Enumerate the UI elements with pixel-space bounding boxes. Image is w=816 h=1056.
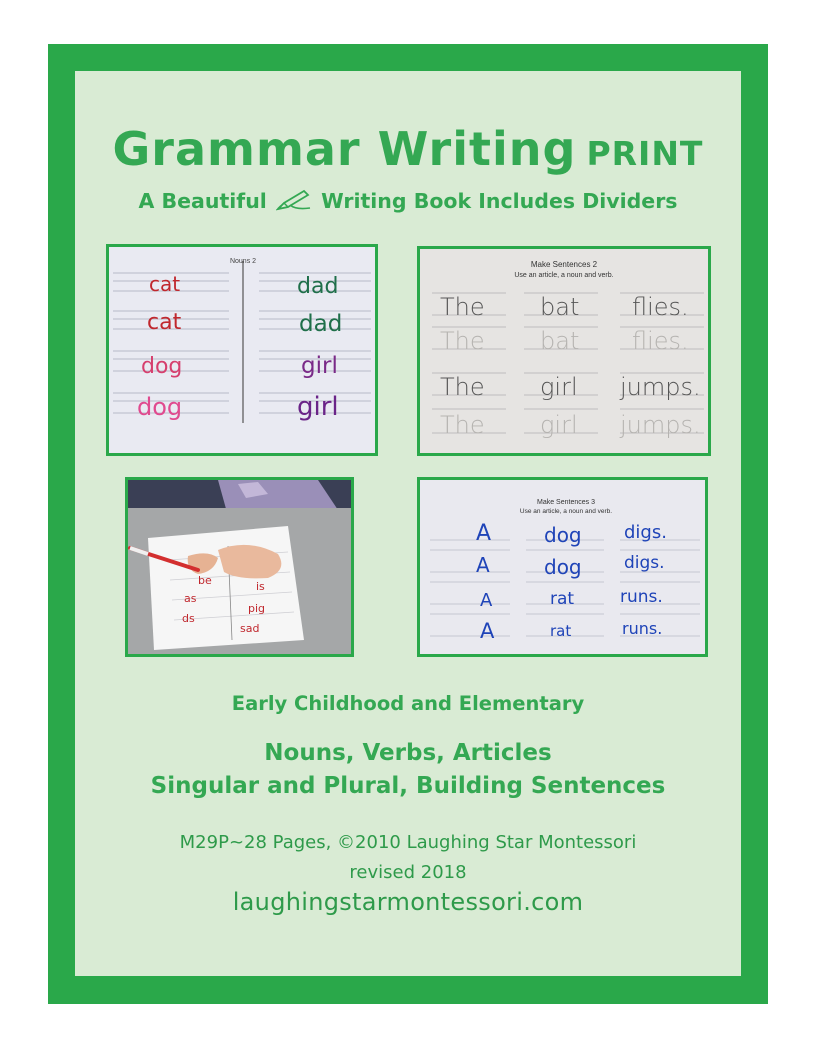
child-writing-image bbox=[128, 480, 351, 654]
noun-right-2: dad bbox=[299, 311, 343, 337]
photo-child-writing bbox=[125, 477, 354, 657]
s3-row3-verb: runs. bbox=[620, 587, 663, 607]
noun-left-4: dog bbox=[137, 393, 183, 421]
subtitle-before: A Beautiful bbox=[138, 189, 267, 213]
sentences2-worksheet-image bbox=[420, 249, 708, 453]
child-word-1: be bbox=[198, 574, 212, 587]
s3-row2-verb: digs. bbox=[624, 553, 665, 573]
sentences3-instruction: Use an article, a noun and verb. bbox=[519, 508, 613, 515]
topics-line-1: Nouns, Verbs, Articles bbox=[264, 740, 552, 766]
noun-left-3: dog bbox=[141, 354, 183, 379]
website-link[interactable]: laughingstarmontessori.com bbox=[232, 888, 584, 916]
noun-right-1: dad bbox=[297, 274, 339, 299]
sentences2-heading: Make Sentences 2 bbox=[530, 260, 598, 269]
photo-nouns-worksheet bbox=[106, 244, 378, 456]
nouns-worksheet-image bbox=[109, 247, 375, 453]
sentences3-worksheet-image bbox=[420, 480, 705, 654]
cover-title bbox=[75, 122, 741, 176]
s3-row4-verb: runs. bbox=[622, 619, 663, 638]
nouns-heading: Nouns 2 bbox=[229, 258, 257, 265]
sentences3-heading: Make Sentences 3 bbox=[537, 499, 595, 506]
s3-row1-verb: digs. bbox=[624, 522, 667, 543]
sentences2-instruction: Use an article, a noun and verb. bbox=[514, 272, 614, 279]
product-code-text: M29P~28 Pages, ©2010 Laughing Star Montessori bbox=[179, 832, 637, 853]
s2-row2-noun: bat bbox=[540, 327, 580, 355]
s3-row2-article: A bbox=[476, 553, 490, 577]
noun-left-2: cat bbox=[147, 310, 182, 335]
s2-row4-article: The bbox=[440, 411, 485, 439]
noun-right-3: girl bbox=[301, 353, 338, 379]
s3-row2-noun: dog bbox=[544, 555, 582, 579]
photo-sentences2-worksheet bbox=[417, 246, 711, 456]
audience-text: Early Childhood and Elementary bbox=[231, 692, 585, 715]
child-word-3: as bbox=[184, 592, 197, 605]
s3-row3-article: A bbox=[480, 590, 493, 611]
pencil-writing-icon bbox=[276, 189, 312, 211]
photo-sentences3-worksheet bbox=[417, 477, 708, 657]
title-print-label: PRINT bbox=[586, 134, 704, 173]
s2-row4-noun: girl bbox=[540, 411, 578, 439]
topics-line-2: Singular and Plural, Building Sentences bbox=[150, 773, 666, 799]
s2-row1-noun: bat bbox=[540, 293, 580, 321]
subtitle-after: Writing Book Includes Dividers bbox=[321, 189, 678, 213]
s2-row4-verb: jumps. bbox=[620, 411, 701, 439]
child-word-2: is bbox=[256, 580, 265, 593]
s2-row2-article: The bbox=[440, 327, 485, 355]
s3-row1-noun: dog bbox=[544, 523, 582, 547]
s2-row3-noun: girl bbox=[540, 373, 578, 401]
cover-subtitle bbox=[75, 189, 741, 213]
child-word-4: pig bbox=[248, 602, 266, 615]
s2-row2-verb: flies. bbox=[632, 327, 689, 355]
revised-text: revised 2018 bbox=[349, 862, 467, 883]
s2-row3-verb: jumps. bbox=[620, 373, 701, 401]
noun-right-4: girl bbox=[297, 392, 339, 422]
s2-row3-article: The bbox=[440, 373, 485, 401]
child-word-6: ds bbox=[182, 612, 195, 625]
title-text: Grammar Writing bbox=[112, 122, 577, 176]
noun-left-1: cat bbox=[149, 272, 181, 296]
s3-row4-noun: rat bbox=[550, 622, 572, 640]
s3-row3-noun: rat bbox=[550, 589, 575, 609]
s3-row4-article: A bbox=[480, 619, 495, 643]
s2-row1-article: The bbox=[440, 293, 485, 321]
s2-row1-verb: flies. bbox=[632, 293, 689, 321]
s3-row1-article: A bbox=[476, 521, 492, 546]
child-word-5: sad bbox=[240, 622, 260, 635]
